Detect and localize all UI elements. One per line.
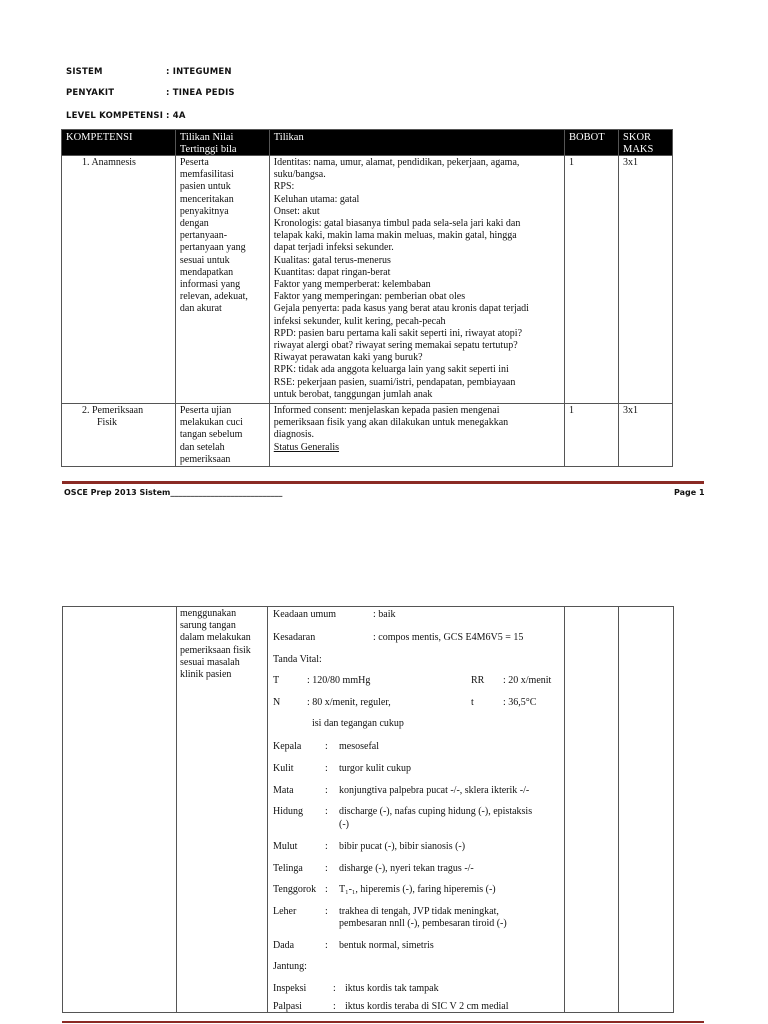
- meta-level: [66, 111, 366, 123]
- text-line: riwayat alergi obat? riwayat sering memakai sepatu tertutup?: [273, 340, 518, 352]
- n-label: N: [273, 697, 281, 708]
- text-line: klinik pasien: [180, 669, 232, 681]
- palpasi-value: iktus kordis teraba di SIC V 2 cm medial: [345, 1001, 509, 1012]
- kompetensi-anamnesis: 1. Anamnesis: [82, 157, 136, 168]
- text-line: RSE: pekerjaan pasien, suami/istri, pendapatan, pembiayaan: [273, 376, 516, 388]
- header-kompetensi: KOMPETENSI: [62, 130, 176, 156]
- colon: :: [325, 906, 328, 917]
- vital-row-n: [273, 697, 563, 708]
- rr-value: : 20 x/menit: [503, 675, 552, 686]
- colon: :: [325, 806, 328, 817]
- text-line: dan akurat: [179, 303, 222, 315]
- inspeksi-label: Inspeksi: [273, 983, 307, 994]
- skor-cell: 3x1: [619, 404, 673, 467]
- exam-label: Mata: [273, 785, 294, 796]
- exam-label: Tenggorok: [273, 884, 317, 895]
- text-line: dan setelah: [179, 441, 225, 453]
- colon: :: [333, 983, 336, 994]
- text-line: melakukan cuci: [179, 417, 243, 429]
- text-line: Peserta ujian: [179, 405, 232, 416]
- text-line: pemeriksaan fisik: [180, 644, 251, 656]
- tilikan-cell: [269, 156, 564, 404]
- exam-value: trakhea di tengah, JVP tidak meningkat,: [339, 906, 499, 917]
- keadaan-umum-row: [273, 609, 396, 620]
- exam-value: pembesaran nnll (-), pembesaran tiroid (-): [339, 918, 507, 929]
- tilikan-nilai-cont: [180, 608, 264, 681]
- meta-sistem: [66, 67, 366, 79]
- colon: :: [325, 763, 328, 774]
- level-value: : 4A: [166, 111, 186, 121]
- footer-rule: [62, 481, 704, 484]
- text-line: Informed consent: menjelaskan kepada pasien mengenai: [273, 405, 500, 416]
- text-line: Keluhan utama: gatal: [273, 193, 360, 205]
- text-line: pemeriksaan: [179, 453, 231, 465]
- exam-value: bentuk normal, simetris: [339, 940, 434, 951]
- column-divider: [267, 606, 268, 1012]
- colon: :: [325, 741, 328, 752]
- text-line: pertanyaan-: [179, 230, 228, 242]
- exam-label: Telinga: [273, 863, 303, 874]
- text-line: Identitas: nama, umur, alamat, pendidikan, pekerjaan, agama,: [273, 157, 520, 168]
- text-line: tangan sebelum: [179, 429, 243, 441]
- text-line: pasien untuk: [179, 181, 231, 193]
- exam-value: konjungtiva palpebra pucat -/-, sklera ikterik -/-: [339, 785, 530, 796]
- tilikan-nilai-cell: [175, 404, 269, 467]
- t-value: : 120/80 mmHg: [307, 675, 371, 686]
- jantung-label: Jantung:: [273, 961, 307, 972]
- text-line: RPD: pasien baru pertama kali sakit seperti ini, riwayat atopi?: [273, 327, 523, 339]
- exam-value: turgor kulit cukup: [339, 763, 412, 774]
- exam-value: mesosefal: [339, 741, 379, 752]
- exam-label: Kepala: [273, 741, 302, 752]
- colon: :: [325, 785, 328, 796]
- bobot-cell: 1: [565, 404, 619, 467]
- text-line: sarung tangan: [180, 620, 236, 632]
- text-line: RPK: tidak ada anggota keluarga lain yang sakit seperti ini: [273, 364, 509, 376]
- kompetensi-cell: [62, 156, 176, 404]
- n-value-cont: isi dan tegangan cukup: [312, 718, 404, 729]
- table-header-row: [62, 130, 673, 156]
- colon: :: [333, 1001, 336, 1012]
- t-label: T: [273, 675, 280, 686]
- table-row: [62, 156, 673, 404]
- exam-label: Kulit: [273, 763, 294, 774]
- sistem-value: : INTEGUMEN: [166, 67, 232, 77]
- text-line: sesuai untuk: [179, 254, 230, 266]
- text-line: Onset: akut: [273, 205, 320, 217]
- text-line: menceritakan: [179, 193, 234, 205]
- keadaan-label: Keadaan umum: [273, 609, 337, 620]
- text-line: penyakitnya: [179, 205, 229, 217]
- palpasi-label: Palpasi: [273, 1001, 302, 1012]
- page2-footer-rule: [62, 1021, 704, 1023]
- text-line: suku/bangsa.: [273, 169, 326, 181]
- exam-label: Dada: [273, 940, 295, 951]
- kompetensi-table: [61, 129, 673, 467]
- tilikan-nilai-cell: [175, 156, 269, 404]
- text-line: dalam melakukan: [180, 632, 251, 644]
- text-line: informasi yang: [179, 279, 241, 291]
- text-line: Peserta: [179, 157, 209, 168]
- text-line: pertanyaan yang: [179, 242, 246, 254]
- header-bobot: BOBOT: [565, 130, 619, 156]
- text-line: pemeriksaan fisik yang akan dilakukan untuk menegakkan: [273, 417, 509, 429]
- rr-label: RR: [471, 675, 485, 686]
- text-line: relevan, adekuat,: [179, 291, 248, 303]
- inspeksi-value: iktus kordis tak tampak: [345, 983, 439, 994]
- text-line: untuk berobat, tanggungan jumlah anak: [273, 388, 433, 400]
- column-divider: [564, 606, 565, 1012]
- text-line: infeksi sekunder, kulit kering, pecah-pecah: [273, 315, 446, 327]
- colon: :: [325, 884, 328, 895]
- exam-value: discharge (-), nafas cuping hidung (-), epistaksis: [339, 806, 533, 817]
- header-skor: SKOR MAKS: [619, 130, 673, 156]
- text-line: Kualitas: gatal terus-menerus: [273, 254, 391, 266]
- colon: :: [325, 841, 328, 852]
- exam-value: disharge (-), nyeri tekan tragus -/-: [339, 863, 474, 874]
- table-row: [62, 404, 673, 467]
- text-line: sesuai masalah: [180, 656, 240, 668]
- header-tilikan-nilai: Tilikan Nilai Tertinggi bila: [175, 130, 269, 156]
- exam-label: Leher: [273, 906, 297, 917]
- text-line: menggunakan: [180, 608, 237, 619]
- text-line: Faktor yang memperberat: kelembaban: [273, 279, 431, 291]
- exam-value: bibir pucat (-), bibir sianosis (-): [339, 841, 466, 852]
- level-label: LEVEL KOMPETENSI: [66, 111, 164, 121]
- column-divider: [618, 606, 619, 1012]
- n-value: : 80 x/menit, reguler,: [307, 697, 391, 708]
- text-line: Riwayat perawatan kaki yang buruk?: [273, 352, 423, 364]
- text-line: RPS:: [273, 181, 295, 193]
- colon: :: [325, 863, 328, 874]
- skor-cell: 3x1: [619, 156, 673, 404]
- kompetensi-fisik: Fisik: [97, 417, 118, 429]
- suhu-value: : 36,5°C: [503, 697, 537, 708]
- text-line: Kuantitas: dapat ringan-berat: [273, 266, 391, 278]
- tilikan-cell: [269, 404, 564, 467]
- text-line: memfasilitasi: [179, 169, 234, 181]
- vital-row-t: [273, 675, 563, 686]
- text-line: Gejala penyerta: pada kasus yang berat atau kronis dapat terjadi: [273, 303, 529, 315]
- penyakit-label: PENYAKIT: [66, 88, 115, 98]
- exam-value: (-): [339, 819, 349, 830]
- column-divider: [176, 606, 177, 1012]
- sistem-label: SISTEM: [66, 67, 103, 77]
- keadaan-value: : baik: [373, 609, 396, 620]
- exam-label: Mulut: [273, 841, 298, 852]
- penyakit-value: : TINEA PEDIS: [166, 88, 235, 98]
- suhu-label: t: [471, 697, 474, 708]
- text-line: Kronologis: gatal biasanya timbul pada sela-sela jari kaki dan: [273, 218, 521, 230]
- text-line: diagnosis.: [273, 429, 315, 441]
- colon: :: [325, 940, 328, 951]
- header-tilikan: Tilikan: [269, 130, 564, 156]
- text-line: mendapatkan: [179, 266, 234, 278]
- kompetensi-pemeriksaan: 2. Pemeriksaan: [82, 405, 144, 416]
- meta-penyakit: [66, 88, 366, 100]
- kesadaran-label: Kesadaran: [273, 632, 316, 643]
- kesadaran-value: : compos mentis, GCS E4M6V5 = 15: [373, 632, 524, 643]
- text-line: telapak kaki, makin lama makin meluas, makin gatal, hingga: [273, 230, 517, 242]
- text-line: dengan: [179, 218, 209, 230]
- footer-page: Page 1: [674, 488, 705, 497]
- tanda-vital: Tanda Vital:: [273, 654, 322, 665]
- status-generalis: Status Generalis: [273, 441, 340, 453]
- text-line: dapat terjadi infeksi sekunder.: [273, 242, 394, 254]
- footer-left: OSCE Prep 2013 Sistem____________________________: [64, 488, 283, 497]
- exam-label: Hidung: [273, 806, 303, 817]
- exam-value: T₁-₁, hiperemis (-), faring hiperemis (-): [339, 884, 496, 895]
- kompetensi-cell: [62, 404, 176, 467]
- text-line: Faktor yang memperingan: pemberian obat oles: [273, 291, 466, 303]
- kesadaran-row: [273, 632, 524, 643]
- bobot-cell: 1: [565, 156, 619, 404]
